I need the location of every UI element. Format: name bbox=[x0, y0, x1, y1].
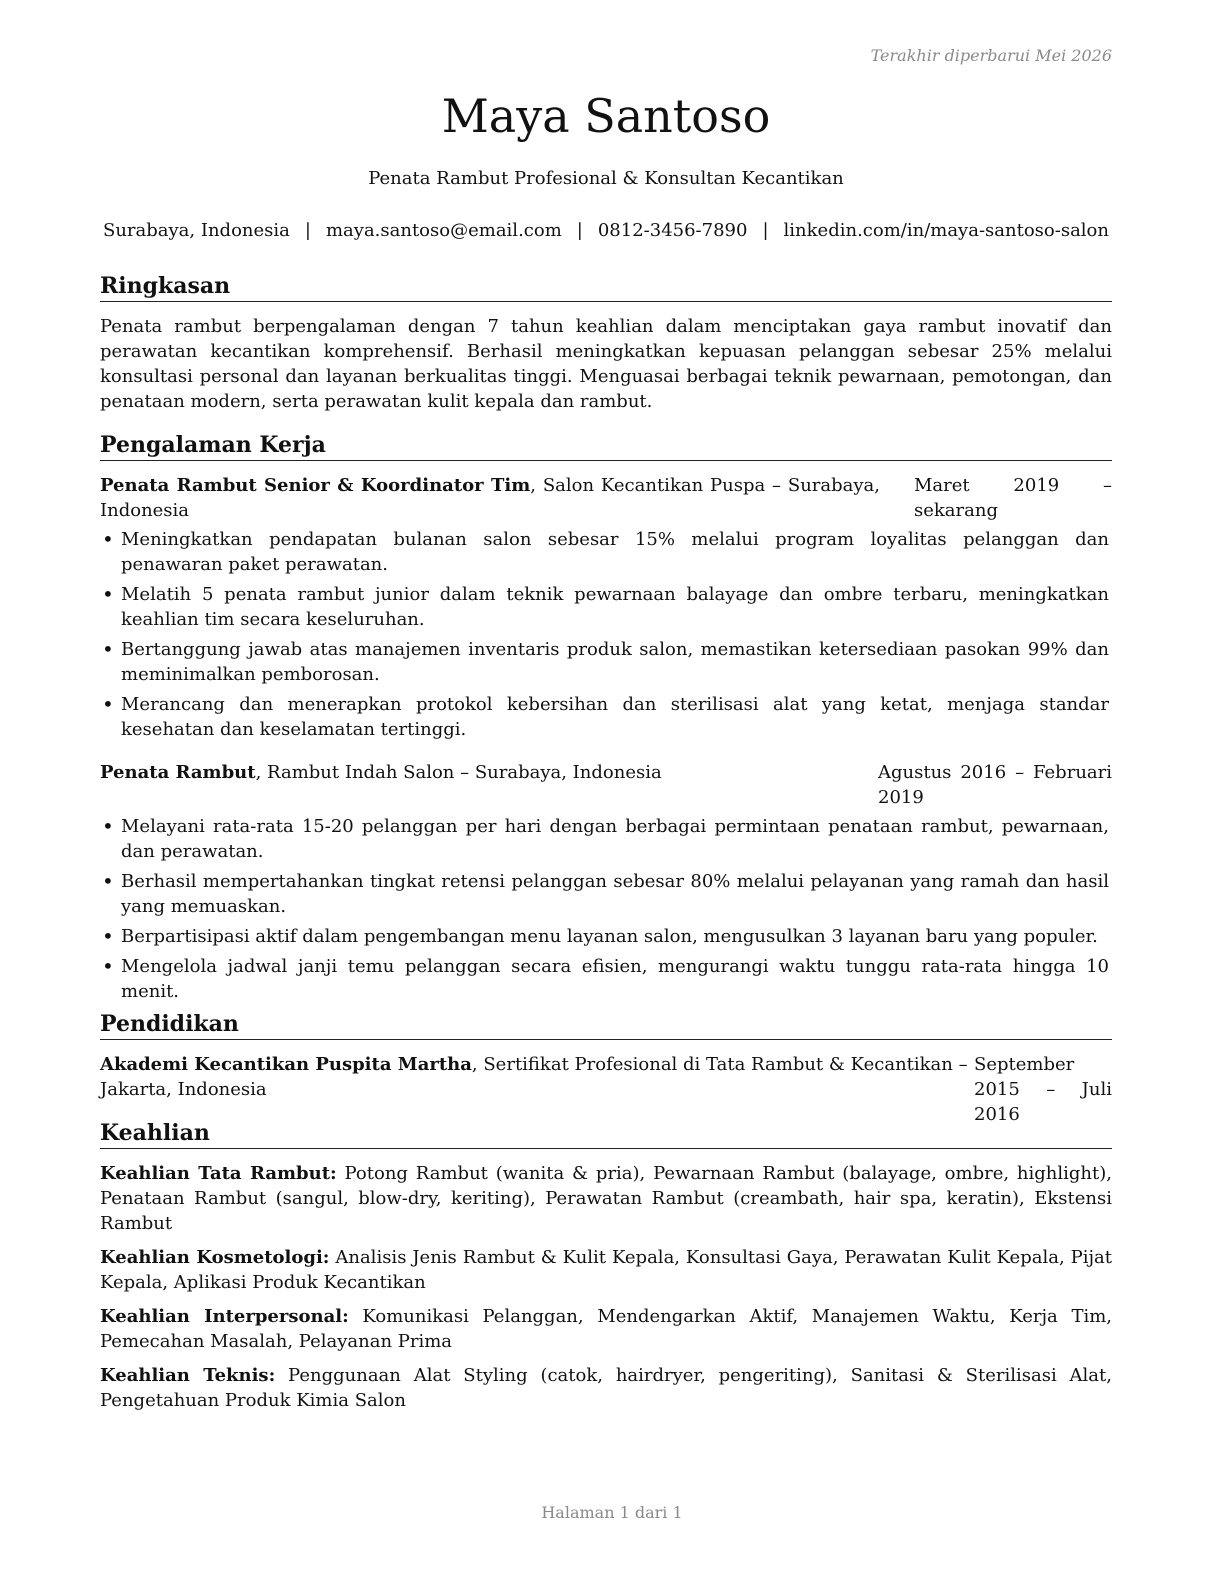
contact-location: Surabaya, Indonesia bbox=[103, 220, 290, 241]
job-entry bbox=[100, 473, 1112, 742]
skill-row bbox=[100, 1363, 1112, 1413]
job-bullet: • Melatih 5 penata rambut junior dalam teknik pewarnaan balayage dan ombre terbaru, meningkatkan keahlian tim secara keseluruhan. bbox=[100, 582, 1109, 632]
skill-label: Keahlian Tata Rambut: bbox=[100, 1163, 337, 1184]
contact-separator: | bbox=[304, 220, 311, 241]
candidate-name: Maya Santoso bbox=[441, 89, 771, 143]
job-bullet: • Meningkatkan pendapatan bulanan salon sebesar 15% melalui program loyalitas pelanggan dan penawaran paket perawatan. bbox=[100, 527, 1109, 577]
skill-label: Keahlian Teknis: bbox=[100, 1365, 276, 1386]
skill-row bbox=[100, 1161, 1112, 1236]
section-title-education: Pendidikan bbox=[100, 1010, 1112, 1040]
contact-line bbox=[100, 219, 1112, 243]
contact-email[interactable]: maya.santoso@email.com bbox=[325, 220, 562, 241]
skills-section bbox=[100, 1119, 1112, 1422]
summary-section bbox=[100, 272, 1112, 414]
skill-text: Komunikasi Pelanggan, Mendengarkan Aktif, Manajemen Waktu, Kerja Tim, Pemecahan Masalah, Pelayanan Prima bbox=[100, 1306, 1112, 1352]
resume-page bbox=[100, 0, 1112, 1584]
page-number: Halaman 1 dari 1 bbox=[541, 1503, 683, 1522]
contact-phone: 0812-3456-7890 bbox=[597, 220, 748, 241]
job-bullet: • Merancang dan menerapkan protokol kebersihan dan sterilisasi alat yang ketat, menjaga standar kesehatan dan keselamatan tertinggi. bbox=[100, 692, 1109, 742]
job-org: , Salon Kecantikan Puspa – Surabaya, Indonesia bbox=[100, 475, 880, 521]
job-role: Penata Rambut bbox=[100, 762, 256, 783]
education-entry bbox=[100, 1052, 1112, 1127]
skill-text: Analisis Jenis Rambut & Kulit Kepala, Konsultasi Gaya, Perawatan Kulit Kepala, Pijat Kepala, Aplikasi Produk Kecantikan bbox=[100, 1247, 1112, 1293]
job-bullets bbox=[100, 814, 1112, 1004]
job-bullet: • Melayani rata-rata 15-20 pelanggan per hari dengan berbagai permintaan penataan rambut, pewarnaan, dan perawatan. bbox=[100, 814, 1109, 864]
job-title-line bbox=[100, 760, 878, 785]
job-header bbox=[100, 760, 1112, 810]
skill-label: Keahlian Kosmetologi: bbox=[100, 1247, 330, 1268]
skill-text: Potong Rambut (wanita & pria), Pewarnaan Rambut (balayage, ombre, highlight), Penataan Rambut (sangul, blow-dry, keriting), Perawatan Rambut (creambath, hair spa, keratin), Ekstensi Rambut bbox=[100, 1163, 1113, 1234]
section-title-skills: Keahlian bbox=[100, 1119, 1112, 1149]
contact-separator: | bbox=[576, 220, 583, 241]
job-bullet: • Berhasil mempertahankan tingkat retensi pelanggan sebesar 80% melalui pelayanan yang ramah dan hasil yang memuaskan. bbox=[100, 869, 1109, 919]
job-bullet: • Mengelola jadwal janji temu pelanggan secara efisien, mengurangi waktu tunggu rata-rata hingga 10 menit. bbox=[100, 954, 1109, 1004]
job-entry bbox=[100, 760, 1112, 1004]
education-date: September 2015 – Juli 2016 bbox=[974, 1054, 1112, 1125]
job-header bbox=[100, 473, 1112, 523]
headline: Penata Rambut Profesional & Konsultan Kecantikan bbox=[368, 168, 844, 189]
skill-text: Penggunaan Alat Styling (catok, hairdryer, pengeriting), Sanitasi & Sterilisasi Alat, Pengetahuan Produk Kimia Salon bbox=[100, 1365, 1112, 1411]
job-title-line bbox=[100, 473, 880, 523]
experience-section bbox=[100, 431, 1112, 1009]
job-date: Maret 2019 – sekarang bbox=[914, 475, 1112, 521]
job-org: , Rambut Indah Salon – Surabaya, Indonesia bbox=[255, 762, 662, 783]
skill-label: Keahlian Interpersonal: bbox=[100, 1306, 349, 1327]
skill-row bbox=[100, 1304, 1112, 1354]
education-title-line bbox=[100, 1052, 974, 1102]
summary-text: Penata rambut berpengalaman dengan 7 tahun keahlian dalam menciptakan gaya rambut inovatif dan perawatan kecantikan komprehensif. Berhasil meningkatkan kepuasan pelanggan sebesar 25% melalui konsultasi personal dan layanan berkualitas tinggi. Menguasai berbagai teknik pewarnaan, pemotongan, dan penataan modern, serta perawatan kulit kepala dan rambut. bbox=[100, 316, 1112, 412]
job-bullet: • Berpartisipasi aktif dalam pengembangan menu layanan salon, mengusulkan 3 layanan baru yang populer. bbox=[100, 924, 1109, 949]
skill-row bbox=[100, 1245, 1112, 1295]
contact-linkedin[interactable]: linkedin.com/in/maya-santoso-salon bbox=[783, 220, 1109, 241]
section-title-summary: Ringkasan bbox=[100, 272, 1112, 302]
job-bullets bbox=[100, 527, 1112, 742]
contact-separator: | bbox=[762, 220, 769, 241]
education-section bbox=[100, 1010, 1112, 1127]
job-role: Penata Rambut Senior & Koordinator Tim bbox=[100, 475, 531, 496]
section-title-experience: Pengalaman Kerja bbox=[100, 431, 1112, 461]
job-bullet: • Bertanggung jawab atas manajemen inventaris produk salon, memastikan ketersediaan pasokan 99% dan meminimalkan pemborosan. bbox=[100, 637, 1109, 687]
last-updated: Terakhir diperbarui Mei 2026 bbox=[870, 46, 1112, 65]
education-detail: , Sertifikat Profesional di Tata Rambut & Kecantikan – Jakarta, Indonesia bbox=[100, 1054, 968, 1100]
education-school: Akademi Kecantikan Puspita Martha bbox=[100, 1054, 472, 1075]
job-date: Agustus 2016 – Februari 2019 bbox=[878, 762, 1112, 808]
